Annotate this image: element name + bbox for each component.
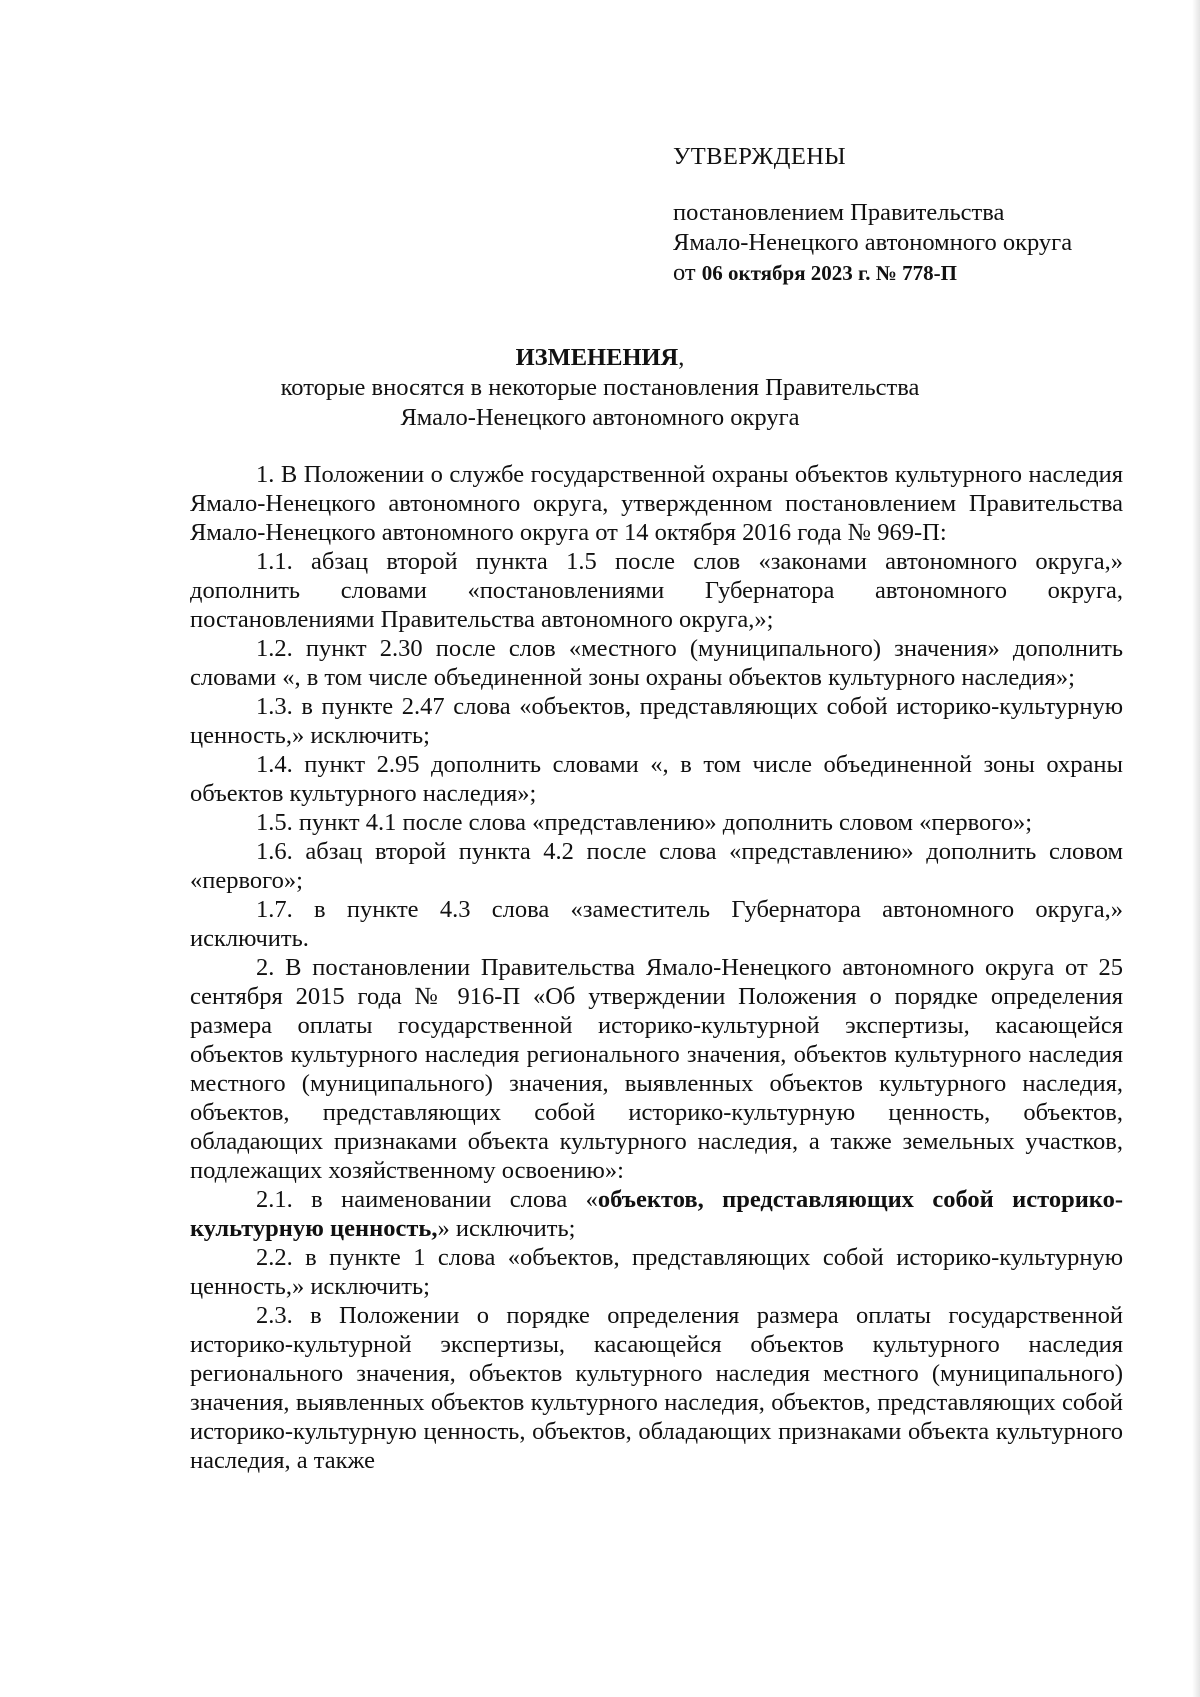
- paragraph-2: 2. В постановлении Правительства Ямало-Ненецкого автономного округа от 25 сентября 2015 года № 916-П «Об утверждении Положения о порядке определения размера оплаты государственной историко-культурной экспертизы, касающейся объектов культурного наследия регионального значения, объектов культурного наследия местного (муниципального) значения, выявленных объектов культурного наследия, объектов, представляющих собой историко-культурную ценность, объектов, обладающих признаками объекта культурного наследия, а также земельных участков, подлежащих хозяйственному освоению»:: [190, 954, 1123, 1184]
- document-body: [190, 460, 1123, 1475]
- paragraph-1-1: 1.1. абзац второй пункта 1.5 после слов «законами автономного округа,» дополнить словами «постановлениями Губернатора автономного округа, постановлениями Правительства автономного округа,»;: [190, 548, 1123, 633]
- approval-line-1: постановлением Правительства: [673, 199, 1005, 226]
- paragraph-2-3: 2.3. в Положении о порядке определения размера оплаты государственной историко-культурной экспертизы, касающейся объектов культурного наследия регионального значения, объектов культурного наследия местного (муниципального) значения, выявленных объектов культурного наследия, объектов, представляющих собой историко-культурную ценность, объектов, обладающих признаками объекта культурного наследия, а также: [190, 1302, 1123, 1474]
- approval-date-number: 06 октября 2023 г. № 778-П: [701, 261, 957, 285]
- paragraph-1-4: 1.4. пункт 2.95 дополнить словами «, в том числе объединенной зоны охраны объектов культурного наследия»;: [190, 751, 1123, 807]
- approval-date-prefix: от: [673, 259, 696, 286]
- heading-subtitle-1: которые вносятся в некоторые постановления Правительства: [280, 374, 920, 401]
- paragraph-2-1-pre: 2.1. в наименовании слова «: [256, 1186, 598, 1213]
- heading-title-line: [0, 343, 1200, 373]
- paragraph-2-1: [190, 1185, 1123, 1243]
- paragraph-1-5: 1.5. пункт 4.1 после слова «представлению» дополнить словом «первого»;: [256, 809, 1033, 836]
- approval-date-line: [673, 258, 1072, 288]
- paragraph-2-1-bold: объектов, представляющих собой историко-культурную ценность,: [190, 1186, 1124, 1242]
- paragraph-1-6: 1.6. абзац второй пункта 4.2 после слова «представлению» дополнить словом «первого»;: [190, 838, 1123, 894]
- paragraph-1-2: 1.2. пункт 2.30 после слов «местного (муниципального) значения» дополнить словами «, в том числе объединенной зоны охраны объектов культурного наследия»;: [190, 635, 1123, 691]
- approval-title: УТВЕРЖДЕНЫ: [673, 143, 847, 170]
- heading-subtitle-2: Ямало-Ненецкого автономного округа: [400, 404, 800, 431]
- paragraph-1-7: 1.7. в пункте 4.3 слова «заместитель Губернатора автономного округа,» исключить.: [190, 896, 1123, 952]
- page-edge-shadow: [1192, 0, 1200, 1697]
- document-heading: [0, 343, 1200, 433]
- paragraph-2-2: 2.2. в пункте 1 слова «объектов, представляющих собой историко-культурную ценность,» исключить;: [190, 1244, 1123, 1300]
- approval-line-2: Ямало-Ненецкого автономного округа: [673, 229, 1073, 256]
- paragraph-1-3: 1.3. в пункте 2.47 слова «объектов, представляющих собой историко-культурную ценность,» исключить;: [190, 693, 1123, 749]
- approval-block: [673, 142, 1072, 288]
- heading-title: ИЗМЕНЕНИЯ: [515, 344, 679, 371]
- heading-title-comma: ,: [678, 344, 685, 371]
- paragraph-1: 1. В Положении о службе государственной охраны объектов культурного наследия Ямало-Ненецкого автономного округа, утвержденном постановлением Правительства Ямало-Ненецкого автономного округа от 14 октября 2016 года № 969-П:: [190, 461, 1123, 546]
- paragraph-2-1-post: » исключить;: [437, 1215, 576, 1242]
